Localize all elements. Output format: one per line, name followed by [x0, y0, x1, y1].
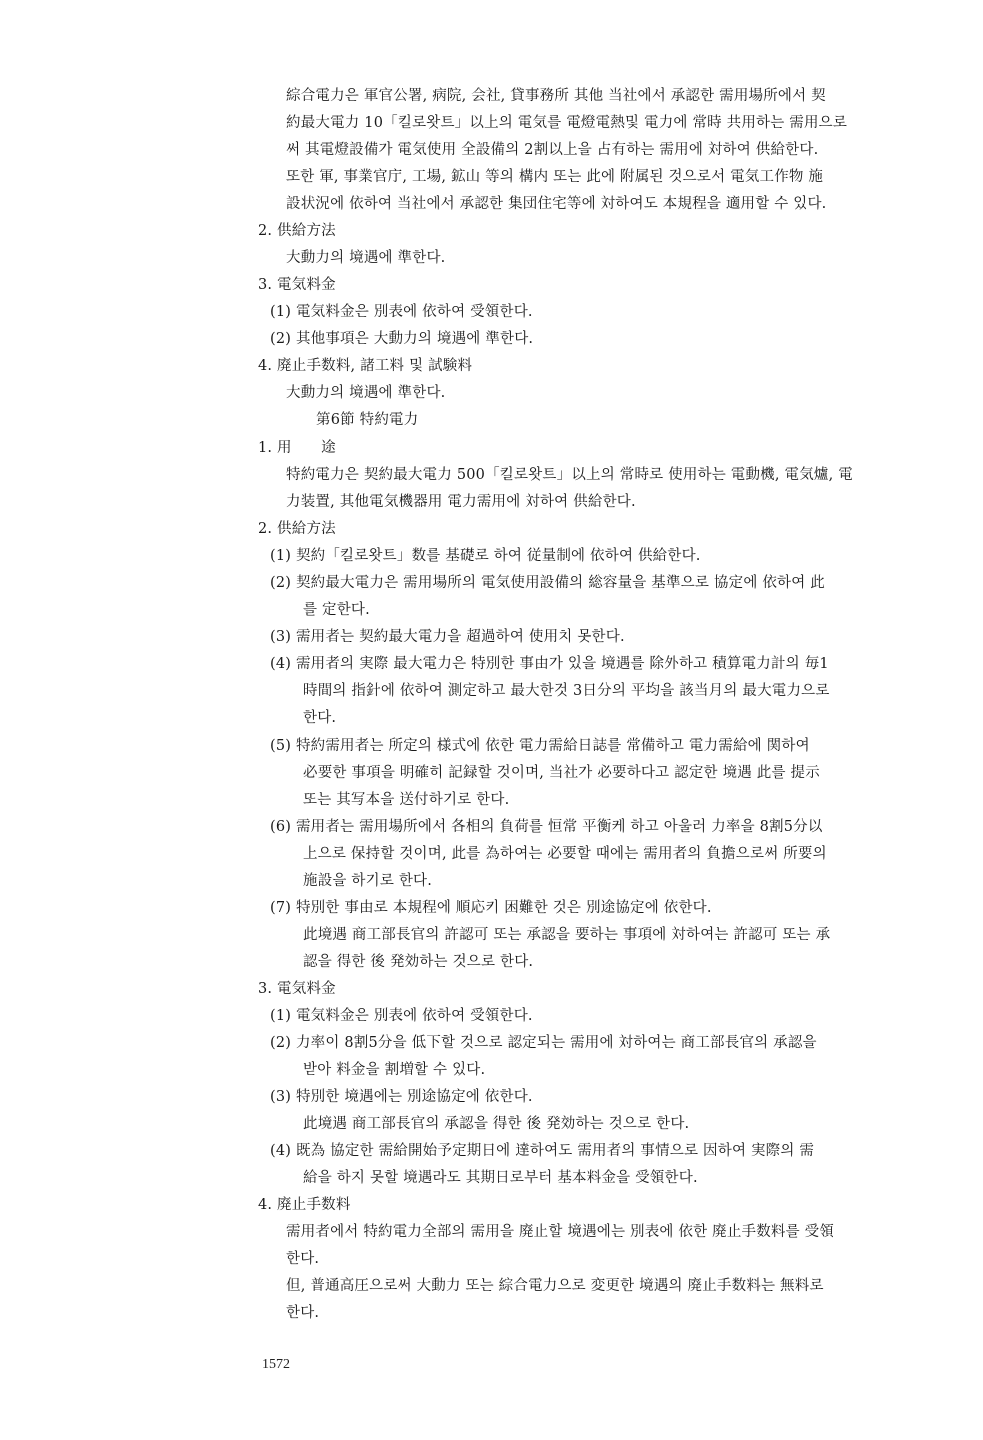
- text-line: 但, 普通高圧으로써 大動力 또는 綜合電力으로 変更한 境遇의 廃止手数料는 無料로: [286, 1278, 824, 1294]
- text-line: (3) 需用者는 契約最大電力을 超過하여 使用치 못한다.: [270, 629, 625, 645]
- text-line: (2) 力率이 8割5分을 低下할 것으로 認定되는 需用에 対하여는 商工部長官의 承認을: [270, 1035, 817, 1051]
- text-line: (1) 電気料金은 別表에 依하여 受領한다.: [270, 304, 533, 320]
- text-line: 를 定한다.: [303, 602, 370, 618]
- text-line: 大動力의 境遇에 準한다.: [286, 250, 446, 266]
- text-line: 1. 用 途: [258, 440, 336, 456]
- text-line: (7) 特別한 事由로 本規程에 順応키 困難한 것은 別途協定에 依한다.: [270, 900, 712, 916]
- text-line: (2) 契約最大電力은 需用場所의 電気使用設備의 総容量을 基準으로 協定에 依하여 此: [270, 575, 825, 591]
- text-line: 特約電力은 契約最大電力 500「킬로왓트」以上의 常時로 使用하는 電動機, 電気爐, 電: [286, 467, 853, 483]
- text-line: (3) 特別한 境遇에는 別途協定에 依한다.: [270, 1089, 533, 1105]
- text-line: (4) 既為 協定한 需給開始予定期日에 達하여도 需用者의 事情으로 因하여 実際의 需: [270, 1143, 815, 1159]
- text-line: (1) 契約「킬로왓트」数를 基礎로 하여 従量制에 依하여 供給한다.: [270, 548, 701, 564]
- text-line: 또한 軍, 事業官庁, 工場, 鉱山 等의 構内 또는 此에 附属된 것으로서 電気工作物 施: [286, 169, 824, 185]
- page-number: 1572: [262, 1357, 290, 1372]
- text-line: (2) 其他事項은 大動力의 境遇에 準한다.: [270, 331, 534, 347]
- text-line: (4) 需用者의 実際 最大電力은 特別한 事由가 있을 境遇를 除外하고 積算電力計의 毎1: [270, 656, 829, 672]
- text-line: 4. 廃止手数料: [258, 1197, 351, 1213]
- text-line: 2. 供給方法: [258, 521, 336, 537]
- text-line: 한다.: [286, 1251, 320, 1267]
- text-line: 第6節 特約電力: [316, 412, 419, 428]
- text-line: 施設을 하기로 한다.: [303, 873, 433, 889]
- text-line: 需用者에서 特約電力全部의 需用을 廃止할 境遇에는 別表에 依한 廃止手数料를 受領: [286, 1224, 835, 1240]
- text-line: 此境遇 商工部長官의 承認을 得한 後 発効하는 것으로 한다.: [303, 1116, 690, 1132]
- text-line: 給을 하지 못할 境遇라도 其期日로부터 基本料金을 受領한다.: [303, 1170, 698, 1186]
- text-line: (5) 特約需用者는 所定의 様式에 依한 電力需給日誌를 常備하고 電力需給에 関하여: [270, 738, 810, 754]
- text-line: 3. 電気料金: [258, 277, 336, 293]
- text-line: 4. 廃止手数料, 諸工料 및 試験料: [258, 358, 473, 374]
- text-line: 約最大電力 10「킬로왓트」以上의 電気를 電燈電熱및 電力에 常時 共用하는 需用으로: [286, 115, 848, 131]
- text-line: 上으로 保持할 것이며, 此를 為하여는 必要할 때에는 需用者의 負擔으로써 所要의: [303, 846, 827, 862]
- text-line: 綜合電力은 軍官公署, 病院, 会社, 貸事務所 其他 当社에서 承認한 需用場所에서 契: [286, 88, 826, 104]
- text-line: 한다.: [286, 1305, 320, 1321]
- text-line: 2. 供給方法: [258, 223, 336, 239]
- text-line: 設状況에 依하여 当社에서 承認한 集団住宅等에 対하여도 本規程을 適用할 수 있다.: [286, 196, 827, 212]
- text-line: 한다.: [303, 710, 337, 726]
- text-line: (1) 電気料金은 別表에 依하여 受領한다.: [270, 1008, 533, 1024]
- text-line: 此境遇 商工部長官의 許認可 또는 承認을 要하는 事項에 対하여는 許認可 또는 承: [303, 927, 831, 943]
- text-line: (6) 需用者는 需用場所에서 各相의 負荷를 恒常 平衡케 하고 아울러 力率을 8割5分以: [270, 819, 823, 835]
- text-line: 必要한 事項을 明確히 記録할 것이며, 当社가 必要하다고 認定한 境遇 此를 提示: [303, 765, 820, 781]
- text-line: 認을 得한 後 発効하는 것으로 한다.: [303, 954, 534, 970]
- text-line: 時間의 指針에 依하여 測定하고 最大한것 3日分의 平均을 該当月의 最大電力으로: [303, 683, 830, 699]
- text-line: 써 其電燈設備가 電気使用 全設備의 2割以上을 占有하는 需用에 対하여 供給한다.: [286, 142, 819, 158]
- text-line: 大動力의 境遇에 準한다.: [286, 385, 446, 401]
- text-line: 또는 其写本을 送付하기로 한다.: [303, 792, 510, 808]
- text-line: 3. 電気料金: [258, 981, 336, 997]
- text-line: 力装置, 其他電気機器用 電力需用에 対하여 供給한다.: [286, 494, 636, 510]
- text-line: 받아 料金을 割増할 수 있다.: [303, 1062, 486, 1078]
